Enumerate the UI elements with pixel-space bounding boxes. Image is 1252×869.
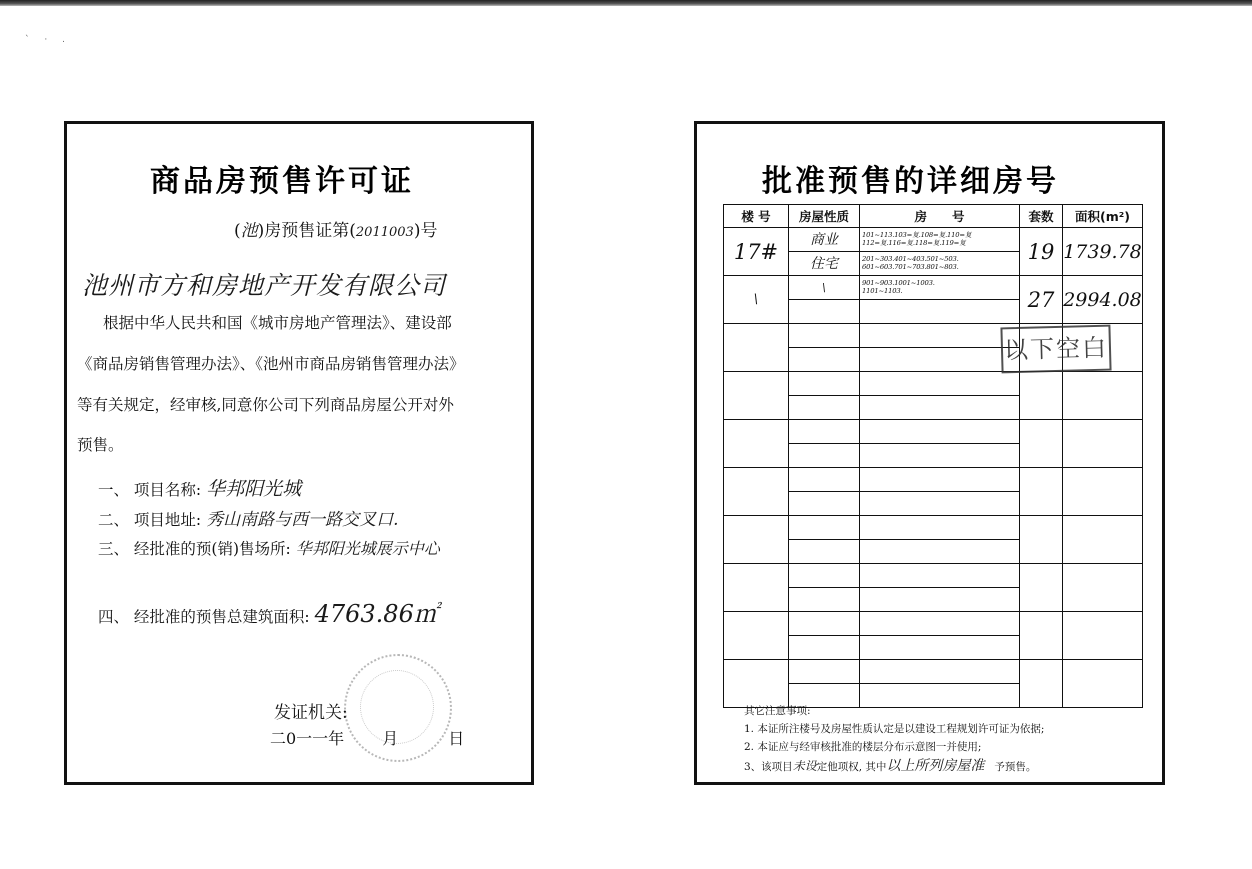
cert-city-handwritten: 池 <box>240 221 258 241</box>
row2-nature: \ <box>789 276 860 300</box>
table-row <box>724 420 1143 444</box>
note-1: 1. 本证所注楼号及房屋性质认定是以建设工程规划许可证为依据; <box>744 723 1045 735</box>
total-area-row <box>98 594 438 629</box>
row1-count: 19 <box>1020 228 1063 276</box>
row2-count: 27 <box>1020 276 1063 324</box>
company-name-handwritten: 池州市方和房地产开发有限公司 <box>82 271 447 300</box>
project-name-row <box>98 474 301 501</box>
blank-below-stamp: 以下空白 <box>1000 325 1111 374</box>
project-name-label: 一、 项目名称: <box>98 481 202 499</box>
project-name-value: 华邦阳光城 <box>206 478 302 500</box>
note-3-handwritten-2: 以上所列房屋准 <box>886 758 985 774</box>
row2-building: \ <box>724 276 789 324</box>
para-line-1: 根据中华人民共和国《城市房地产管理法》、建设部 <box>103 314 452 332</box>
para-line-2: 《商品房销售管理办法》、《池州市商品房销售管理办法》 <box>77 355 465 373</box>
header-nature: 房屋性质 <box>789 205 860 228</box>
row2-area: 2994.08 <box>1063 276 1143 324</box>
total-area-value: 4763.86㎡ <box>314 600 438 628</box>
issue-date <box>270 726 464 749</box>
cert-suffix: )号 <box>413 221 438 241</box>
scan-edge <box>0 0 1252 6</box>
header-room-numbers: 房 号 <box>860 205 1020 228</box>
project-address-value: 秀山南路与西一路交叉口. <box>206 510 399 530</box>
issuing-authority-label: 发证机关: <box>274 703 348 723</box>
row2-rooms: 901~903.1001~1003. 1101~1103. <box>860 276 1020 300</box>
cert-prefix: ( <box>234 221 241 241</box>
header-building: 楼 号 <box>724 205 789 228</box>
room-details-title: 批准预售的详细房号 <box>762 164 1059 199</box>
table-row <box>724 516 1143 540</box>
note-3-handwritten-1: 未设 <box>792 759 817 773</box>
issue-date-month: 月 <box>382 729 399 748</box>
permit-title: 商品房预售许可证 <box>150 164 414 199</box>
table-row <box>724 372 1143 396</box>
table-row <box>724 468 1143 492</box>
sales-location-label: 三、 经批准的预(销)售场所: <box>98 540 291 558</box>
table-row <box>724 228 1143 252</box>
row1-rooms-top: 101~113.103=复.108=复.110=复 112=复.116=复.118=复.119=复 <box>860 228 1020 252</box>
row1-area: 1739.78 <box>1063 228 1143 276</box>
cert-mid: )房预售证第( <box>257 221 356 241</box>
note-3-prefix: 3、该项目 <box>744 761 793 773</box>
total-area-label: 四、 经批准的预售总建筑面积: <box>98 608 310 626</box>
row1-nature-bottom: 住宅 <box>789 252 860 276</box>
project-address-label: 二、 项目地址: <box>98 511 202 529</box>
scan-noise: ` · . <box>25 35 71 45</box>
para-line-4: 预售。 <box>77 436 124 454</box>
para-line-3: 等有关规定，经审核,同意你公司下列商品房屋公开对外 <box>77 396 454 414</box>
table-row <box>724 564 1143 588</box>
issue-date-day: 日 <box>448 729 465 748</box>
row1-rooms-bottom: 201~303.401~403.501~503. 601~603.701~703.801~803. <box>860 252 1020 276</box>
notes-heading: 其它注意事项: <box>744 705 811 717</box>
table-header-row <box>724 205 1143 228</box>
room-numbers-table <box>723 204 1143 708</box>
header-area: 面积(m²) <box>1063 205 1143 228</box>
issue-date-year: 二0一一年 <box>270 729 345 748</box>
row1-building: 17# <box>724 228 789 276</box>
note-2: 2. 本证应与经审核批准的楼层分布示意图一并使用; <box>744 741 982 753</box>
note-3 <box>744 755 1036 775</box>
cert-number-handwritten: 2011003 <box>355 225 414 240</box>
sales-location-row <box>98 536 440 559</box>
certificate-number <box>234 216 437 241</box>
table-row <box>724 660 1143 684</box>
note-3-mid: 定他项权, 其中 <box>816 761 887 773</box>
row1-nature-top: 商业 <box>789 228 860 252</box>
project-address-row <box>98 505 399 530</box>
header-count: 套数 <box>1020 205 1063 228</box>
note-3-suffix: 予预售。 <box>994 761 1037 773</box>
sales-location-value: 华邦阳光城展示中心 <box>295 539 440 558</box>
table-row <box>724 276 1143 300</box>
table-row <box>724 612 1143 636</box>
